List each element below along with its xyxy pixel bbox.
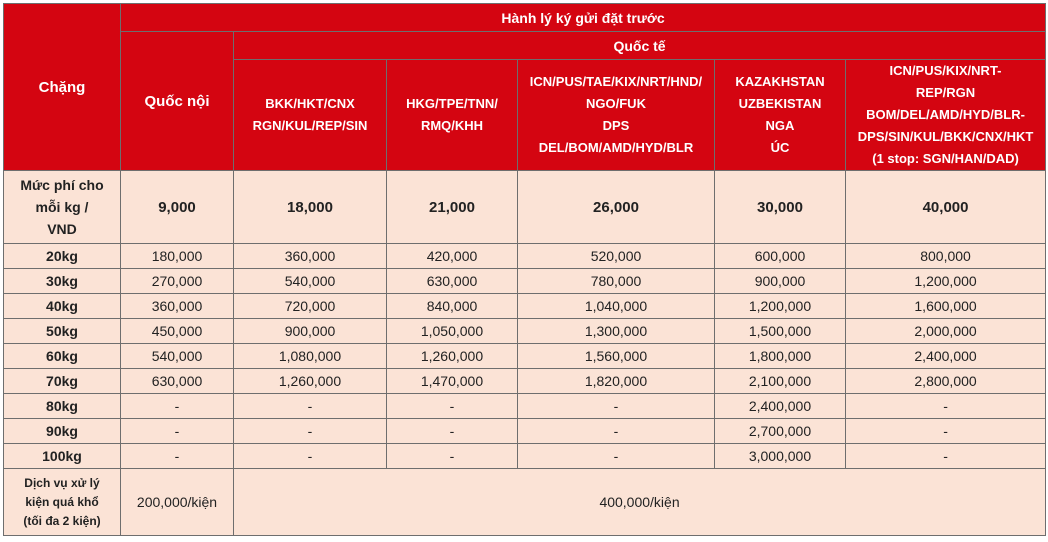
table-row	[4, 294, 1046, 319]
rate-cell: 18,000	[234, 171, 387, 244]
table-row	[4, 369, 1046, 394]
row-label: 40kg	[4, 294, 121, 319]
table-row	[4, 419, 1046, 444]
price-cell: 1,260,000	[387, 344, 518, 369]
table-row	[4, 344, 1046, 369]
oversize-domestic-price: 200,000/kiện	[121, 469, 234, 536]
oversize-international-price: 400,000/kiện	[234, 469, 1046, 536]
route-group-header: ICN/PUS/TAE/KIX/NRT/HND/ NGO/FUK DPS DEL/BOM/AMD/HYD/BLR	[518, 60, 715, 171]
price-cell: 600,000	[715, 244, 846, 269]
price-cell: 1,260,000	[234, 369, 387, 394]
price-cell: 1,600,000	[846, 294, 1046, 319]
row-label: 20kg	[4, 244, 121, 269]
route-group-header: BKK/HKT/CNX RGN/KUL/REP/SIN	[234, 60, 387, 171]
price-cell: -	[234, 394, 387, 419]
table-row	[4, 244, 1046, 269]
price-cell: -	[518, 419, 715, 444]
price-cell: 2,400,000	[715, 394, 846, 419]
row-label: Mức phí cho mỗi kg / VND	[4, 171, 121, 244]
price-cell: 900,000	[234, 319, 387, 344]
price-cell: 2,400,000	[846, 344, 1046, 369]
price-cell: 1,050,000	[387, 319, 518, 344]
price-cell: -	[121, 444, 234, 469]
price-cell: 800,000	[846, 244, 1046, 269]
rate-per-kg-row	[4, 171, 1046, 244]
price-cell: 1,080,000	[234, 344, 387, 369]
table-row	[4, 269, 1046, 294]
price-cell: 2,000,000	[846, 319, 1046, 344]
price-cell: 540,000	[234, 269, 387, 294]
price-cell: -	[518, 444, 715, 469]
price-cell: 840,000	[387, 294, 518, 319]
price-cell: -	[846, 419, 1046, 444]
price-cell: -	[121, 394, 234, 419]
price-cell: 1,500,000	[715, 319, 846, 344]
price-cell: -	[234, 444, 387, 469]
price-cell: 900,000	[715, 269, 846, 294]
price-cell: 630,000	[121, 369, 234, 394]
price-cell: 2,100,000	[715, 369, 846, 394]
row-label: 100kg	[4, 444, 121, 469]
segment-header: Chặng	[4, 4, 121, 171]
price-cell: 1,800,000	[715, 344, 846, 369]
price-cell: 3,000,000	[715, 444, 846, 469]
price-cell: 2,800,000	[846, 369, 1046, 394]
row-label: 80kg	[4, 394, 121, 419]
price-cell: -	[846, 444, 1046, 469]
domestic-header: Quốc nội	[121, 32, 234, 171]
price-cell: 1,820,000	[518, 369, 715, 394]
price-cell: 420,000	[387, 244, 518, 269]
price-cell: 1,470,000	[387, 369, 518, 394]
price-cell: 180,000	[121, 244, 234, 269]
price-cell: 360,000	[234, 244, 387, 269]
row-label: 30kg	[4, 269, 121, 294]
price-cell: -	[387, 419, 518, 444]
price-cell: 2,700,000	[715, 419, 846, 444]
rate-cell: 30,000	[715, 171, 846, 244]
price-cell: -	[387, 394, 518, 419]
route-group-header: HKG/TPE/TNN/ RMQ/KHH	[387, 60, 518, 171]
prepaid-baggage-title: Hành lý ký gửi đặt trước	[121, 4, 1046, 32]
price-cell: 720,000	[234, 294, 387, 319]
price-cell: -	[234, 419, 387, 444]
baggage-fee-table	[3, 3, 1046, 536]
rate-cell: 21,000	[387, 171, 518, 244]
table-row	[4, 444, 1046, 469]
row-label: 70kg	[4, 369, 121, 394]
price-cell: 1,200,000	[715, 294, 846, 319]
price-cell: 1,200,000	[846, 269, 1046, 294]
row-label: 60kg	[4, 344, 121, 369]
oversize-label: Dịch vụ xử lý kiện quá khổ (tối đa 2 kiện)	[4, 469, 121, 536]
price-cell: 1,300,000	[518, 319, 715, 344]
table-row	[4, 319, 1046, 344]
rate-cell: 40,000	[846, 171, 1046, 244]
table-row	[4, 394, 1046, 419]
row-label: 50kg	[4, 319, 121, 344]
price-cell: 1,560,000	[518, 344, 715, 369]
oversize-row	[4, 469, 1046, 536]
price-cell: -	[518, 394, 715, 419]
price-cell: -	[121, 419, 234, 444]
price-cell: -	[846, 394, 1046, 419]
route-group-header: ICN/PUS/KIX/NRT- REP/RGN BOM/DEL/AMD/HYD/BLR- DPS/SIN/KUL/BKK/CNX/HKT (1 stop: SGN/HAN/DAD)	[846, 60, 1046, 171]
price-cell: -	[387, 444, 518, 469]
route-group-header: KAZAKHSTAN UZBEKISTAN NGA ÚC	[715, 60, 846, 171]
international-header: Quốc tế	[234, 32, 1046, 60]
rate-cell: 26,000	[518, 171, 715, 244]
price-cell: 360,000	[121, 294, 234, 319]
price-cell: 270,000	[121, 269, 234, 294]
price-cell: 540,000	[121, 344, 234, 369]
row-label: 90kg	[4, 419, 121, 444]
rate-cell: 9,000	[121, 171, 234, 244]
price-cell: 520,000	[518, 244, 715, 269]
price-cell: 780,000	[518, 269, 715, 294]
price-cell: 630,000	[387, 269, 518, 294]
price-cell: 450,000	[121, 319, 234, 344]
price-cell: 1,040,000	[518, 294, 715, 319]
